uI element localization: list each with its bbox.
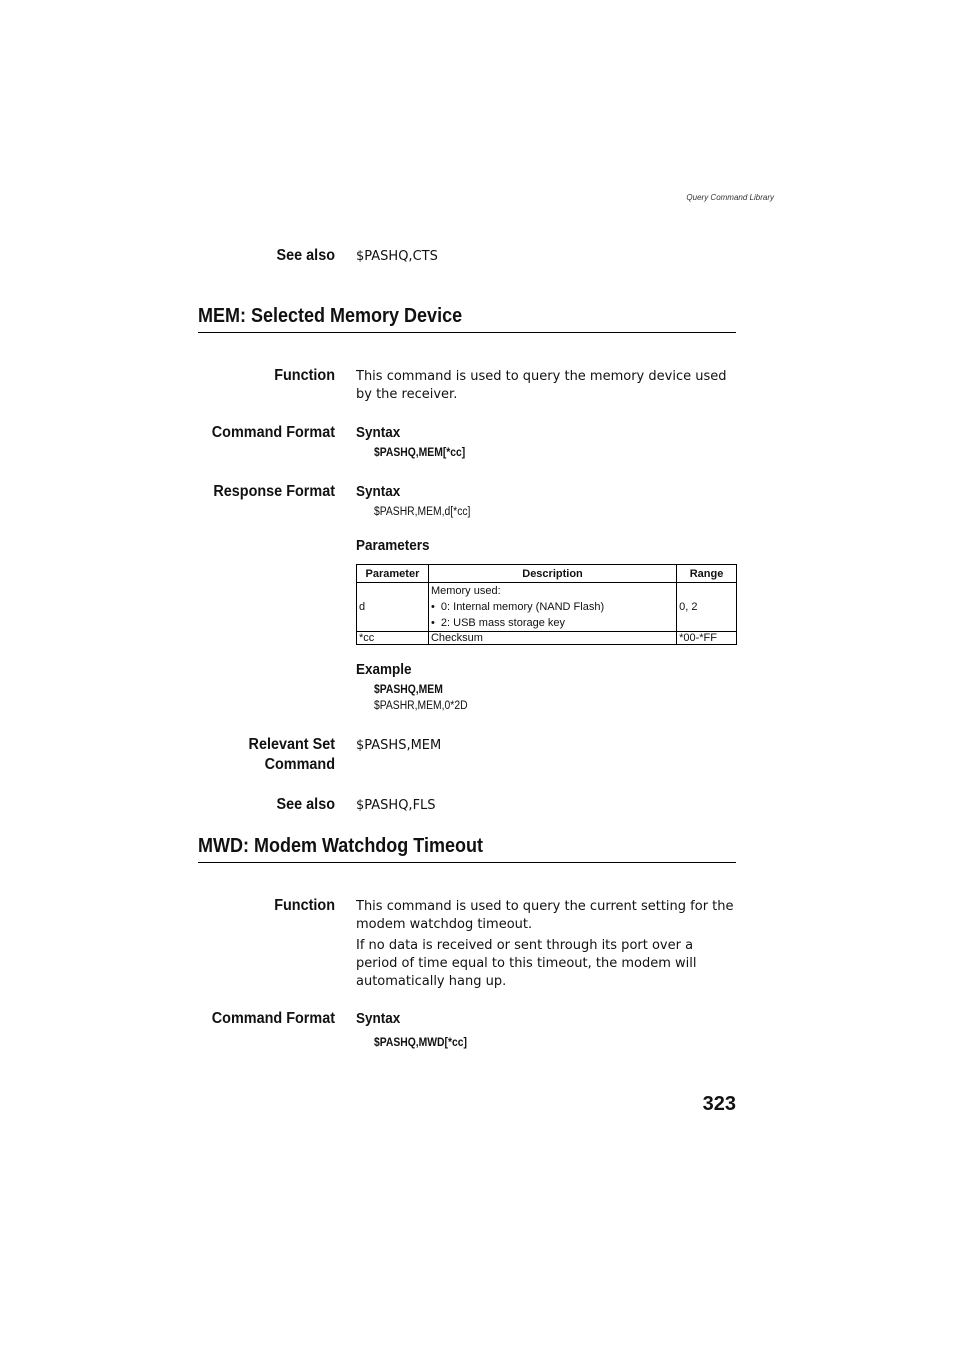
column-header: Parameter: [357, 565, 429, 583]
function-text-2: If no data is received or sent through its port over a period of time equal to this timeout, the modem will automatically hang up.: [356, 938, 697, 989]
see-also-value: $PASHQ,FLS: [356, 798, 436, 813]
command-syntax: $PASHQ,MWD[*cc]: [374, 1037, 467, 1049]
response-syntax-heading: Syntax: [356, 483, 401, 500]
syntax-heading: Syntax: [356, 1010, 401, 1027]
function-label: Function: [274, 367, 335, 384]
section-title-mem: MEM: Selected Memory Device: [198, 305, 736, 333]
bullet-item: • 2: USB mass storage key: [430, 617, 566, 629]
example-query: $PASHQ,MEM: [374, 684, 443, 696]
command-format-label: Command Format: [211, 424, 335, 441]
example-heading: Example: [356, 661, 412, 678]
see-also-label: See also: [276, 796, 335, 813]
column-header: Description: [428, 565, 676, 583]
table-row: [357, 632, 737, 645]
table-row: [357, 583, 737, 632]
table-header-row: [357, 565, 737, 583]
function-text: This command is used to query the current setting for the modem watchdog timeout.: [356, 899, 734, 932]
table-cell: *cc: [357, 632, 429, 645]
command-syntax: $PASHQ,MEM[*cc]: [374, 447, 466, 459]
column-header: Range: [677, 565, 737, 583]
running-header: Query Command Library: [686, 193, 774, 202]
relevant-set-label: Relevant Set: [248, 736, 335, 753]
see-also-label: See also: [276, 247, 335, 264]
command-format-label: Command Format: [211, 1010, 335, 1027]
function-label: Function: [274, 897, 335, 914]
page-number: 323: [702, 1093, 736, 1115]
relevant-set-label-line2: Command: [264, 756, 335, 773]
description-line: Memory used:: [430, 585, 501, 597]
parameters-table: [356, 564, 737, 645]
bullet-item: • 0: Internal memory (NAND Flash): [430, 601, 605, 613]
table-cell: d: [357, 583, 429, 632]
table-cell: Checksum: [428, 632, 676, 645]
parameters-heading: Parameters: [356, 537, 430, 554]
table-cell: *00-*FF: [677, 632, 737, 645]
relevant-set-value: $PASHS,MEM: [356, 738, 442, 753]
example-response: $PASHR,MEM,0*2D: [374, 700, 468, 712]
see-also-value: $PASHQ,CTS: [356, 249, 438, 264]
table-cell: 0, 2: [677, 583, 737, 632]
section-title-mwd: MWD: Modem Watchdog Timeout: [198, 835, 736, 863]
syntax-heading: Syntax: [356, 424, 401, 441]
function-text: This command is used to query the memory device used by the receiver.: [356, 369, 727, 402]
response-syntax: $PASHR,MEM,d[*cc]: [374, 506, 471, 518]
response-format-label: Response Format: [213, 483, 335, 500]
table-cell: [428, 583, 676, 632]
